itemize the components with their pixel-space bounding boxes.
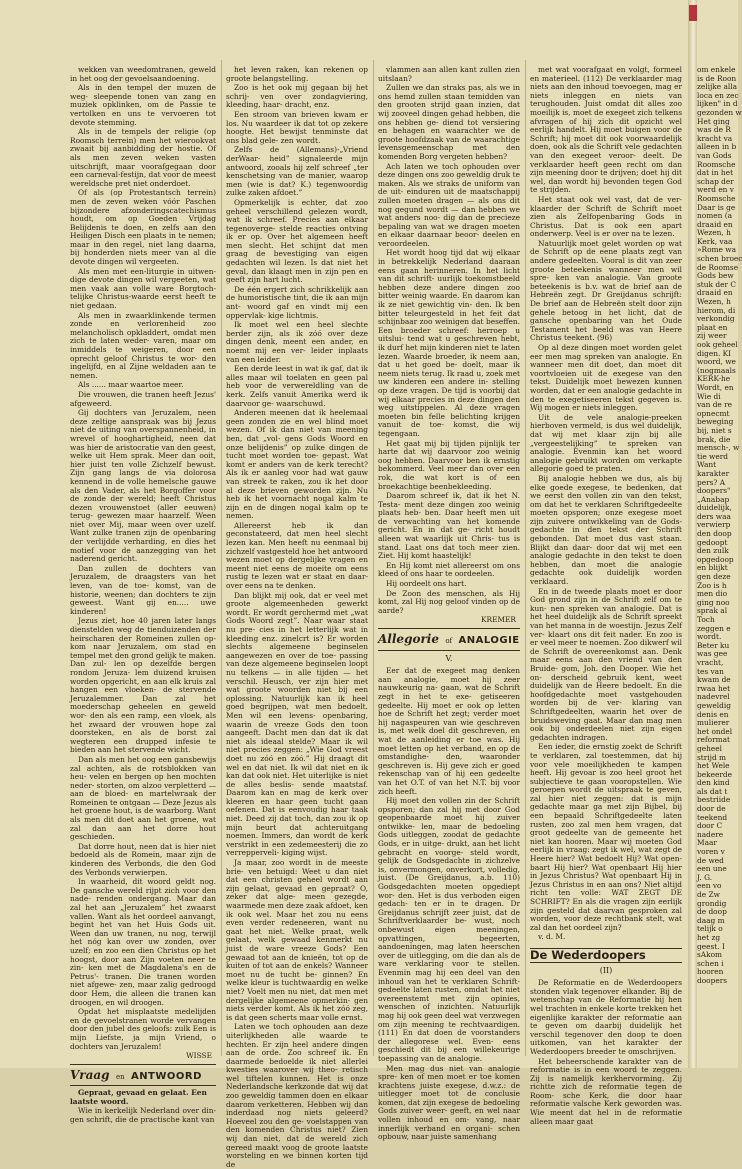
cropped-line: door C [697, 821, 723, 831]
cropped-line: grondig [697, 898, 727, 908]
heading-vraag: Vraag [70, 1067, 110, 1082]
cropped-line: kracht va [697, 133, 733, 143]
cropped-line: een une [697, 864, 727, 874]
cropped-line: draaid en [697, 219, 733, 229]
cropped-line: reformat [697, 735, 731, 745]
cropped-line: is de Roon [697, 73, 737, 83]
rule [70, 1064, 216, 1065]
cropped-line: Maar [697, 838, 717, 848]
cropped-line: mensch-, w [697, 443, 740, 453]
paragraph: Als men met een-liturgie in uitwen- dige devote dingen wil vergeeten, wat men vaak aan volle ware Borgtoch- telijke Christus-waarde eerst heeft te niet gedaan. [70, 266, 216, 311]
cropped-line: het ondel [697, 726, 733, 736]
paragraph: Allereerst heb ik dan geconstateerd, dat men heel slecht lezen kan. Men heeft nu eenmaal bij zichzelf vastgesteld hoe het antwoord wezen moet op dergelijke vragen en meent niet eens de moeite om eens rustig te lezen wat er staat en daar- over eens na te denken. [226, 520, 368, 591]
paragraph: Het gaat mij bij tijden pijnlijk ter harte dat wij daarvoor zoo weinig oog hebben. Daarvoor ben ik ernstig bekommerd. Veel meer dan over een rok, die wat kort is of een broekachtige beenbekleeding. [378, 438, 520, 491]
heading-wederdoopers: De Wederdoopers [530, 948, 682, 963]
paragraph: Die vrouwen, die tranen heeft Jezus' afgeweerd. [70, 389, 216, 408]
cropped-line: ook geheel [697, 340, 738, 349]
column-divider [525, 60, 526, 1056]
paragraph: het leven raken, kan rekenen op groote belangstelling. [226, 65, 368, 83]
cropped-line: karakter [697, 468, 730, 478]
cropped-line: Wie di [697, 391, 721, 401]
cropped-line: digen. KI [697, 348, 732, 358]
cropped-line: bij, niet s [697, 425, 732, 435]
paragraph: Gij dochters van Jeruzalem, neen deze zeltige aanspraak was bij Jezus niet de uiting van overspannenheid, in wrevel of hooghartigheid, neen dat was hier de aristocratie van den geest, welke uit Hem sprak. Meer dan ooit, hier juist ten volle Zichzelf bewust. Zijn gang langs de via dolorosa kennend in de volle hemelsche gauwe als den Vader, als het Borgoffer voor de zonde der wereld; heeft Christus dezen vrouwenstoet (aller eeuwen) terug- gewezen maar haarzelf. Ween niet over Mij, maar ween over uzelf. Want zulke tranen zijn de openbaring der verlijdde verharding, en dies het motief voor de aanzegging van het naderend gericht. [70, 408, 216, 564]
paragraph: wekken van weedomtranen, geweld in het oog der gevoelsaandoening. [70, 65, 216, 83]
column-4-body [530, 66, 682, 942]
cropped-line: loca en zec [697, 90, 739, 100]
paragraph: Laten we toch ophouden aan deze uiterlijkheden alle waarde te hechten. Er zijn heel andere dingen aan de orde. Zoo schreef ik. En daarmede bedoelde ik niet allerlei kwesties waarover wij theo- retisch wel tiftelen kunnen. Het is onze Nederlandsche kerkzonde dat wij dat zoo geweldig tammen doen en elkaar daarom verketteren. Hebben wij dan inderdaad nog niets geleerd? Hoeveel zou den ge- voelstappen van den komenden Christus niet? Zien wij dan niet, dat de wereld zich gereed maakt voog de groote laatste worsteling en we binnen korten tijd de [226, 1022, 368, 1169]
paragraph: met wat voorafgaat en volgt, formeel en materieel. (112) De verklaarder mag niets aan den inhoud toevoegen, mag er niets inleggen en niets van terughouden. Juist omdat dit alles zoo moeilijk is, moet de exegeet zich telkens afvragen of hij zich dit opzicht wel eerlijk handelt. Hij moet buigen voor de Schrift; hij moet dit ook voorwaardelijk doen, ook als die Schrift vele gedachten van den exegeet veroor- deelt. De verklaarder heeft geen recht om dan zijn meening door te drijven; doet hij dit wel, dan wordt hij bevonden tegen God te strijden. [530, 65, 682, 195]
cropped-line: wordt. [697, 632, 722, 642]
paragraph: Het wordt hoog tijd dat wij elkaar in betrekkelijk Nederland daaraan eens gaan herinneren. In het licht van dit schrift- uurlijk toekomstbeeld hebben deze andere dingen zoo bitter weinig waarde. En daarom kan ik ze niet gewichtig vin- den. Ik ben bitter teleurgesteld in het feit dat schijnbaar zoo weinigen dat beseffen. Een broeder schreef: herroep u uitslui- tend wat u geschreven hebt, ik durf het mijn kinderen niet te laten lezen. Waarde broeder, ik neem aan, dat u het goed be- doelt, maar ik neem niets terug. Ik raad u, zoek met uw kinderen een andere in- stelling op deze vragen. De tijd is voorbij dat wij elkaar precies in deze dingen den weg uitstippelen. Al deze vragen moeten bin felle belichting krijgen vanuit de toe- komst, die wij tegengaan. [378, 248, 520, 438]
cropped-line: (nogmaals [697, 365, 736, 375]
cropped-line: brak, die [697, 434, 731, 444]
column-1-body [70, 66, 216, 1051]
cropped-line: duidelijk, [697, 503, 732, 513]
paragraph: Een derde leest in wat ik gaf, dat ik alles maar wil toelaten en geen pal heb voor de verwereldling van de kerk. Zelfs vanuit Amerika werd ik daarvoor ge- waarschuwd. [226, 364, 368, 408]
paragraph: Ik moet wel een heel slechte berder zijn, als ik zóó over deze dingen denk, meent een ander, en noemt mij een ver- leider inplaats van een leider. [226, 320, 368, 364]
cropped-line: telijk o [697, 924, 723, 934]
paragraph: En in de tweede plaats moet er door God grond zijn in de Schrift zelf om te kun- nen spreken van analogie. Dat is het heel duidelijk als de Schrift spreekt van het manna in de woestijn. Jezus Zelf ver- klaart ons dit feit nader. En zoo is er veel meer te noemen. Zoo dikwerf wil de Schrift de overeenkomst aan. Denk maar eens aan den vriend van den Bruide- gom, Joh. den Dooper. Wie het on- derscheid gebruik kent, weet duidelijk van de Heere bedoelt. En die hoofdgedachte moet vastgehouden worden bij de ver- klaring van Schriftgedeelten, waarin het over de bruidsweving gaat. Maar dan mag men ook bij onderdeelen niet zijn eigen gedachten indragen. [530, 586, 682, 742]
paragraph: Een stroom van brieven kwam er los. Nu waardeer ik dat tot op zekere hoogte. Het bewijst tenminste dat ons blad gele- zen wordt. [226, 109, 368, 145]
paragraph: Daarom schreef ik, dat ik het N. Testa- ment deze dingen zoo weinig plaats heb- ben. Daar heeft men uit de verwachting van het komende gericht. En in dat ge- richt houdt alleen wat waarlijk uit Chris- tus is stand. Laat ons dat toch meer zien. Ziet. Hij komt haastelijk! [378, 491, 520, 561]
cropped-line: gezonden w [697, 107, 742, 117]
vraag-antwoord-heading [70, 1067, 216, 1082]
cropped-line: als dat t [697, 786, 728, 796]
cropped-line: lijken" in d [697, 99, 738, 109]
cropped-line: pers? A [697, 477, 726, 487]
column-4-body-2 [530, 979, 682, 1126]
cropped-line: door de [697, 804, 726, 814]
cropped-line: gedoopt [697, 537, 728, 547]
qa-text: Wie in kerkelijk Nederland over din- gen schrift, die de practische kant van [70, 1106, 216, 1125]
paragraph: Dan blijkt mij ook, dat er veel met groote algemeenheden gewerkt wordt. Er wordt gerchermd met „wat Gods Woord zegt”. Naar waar staat nu pre- cies in het letterlijk wat in kleeding enz. zinelcrt is? Er worden slechts algemeene beginselen aangewezen en over de toe- passing van deze algemeene beginselen loopt nu telkens — in alle tijden — het verschil. Heusch, ver zijn hier met wat groote woorden niet bij een oplossing. Natuurlijk kan ik heel goed begrijpen, wat men bedoelt. Men wil een levens- openbaring, waarin de vreeze Gods den toon aangeeft. Dacht men dan dat ik dat niet als ideaal stelde? Maar ik wil niet precies zeggen: „Wie God vreest doet nu zóó en zóó.” Hij draagt dit wel en dat niet. Ik wil dat niet en ik kan dat ook niet. Het uiterlijke is niet de alles beslis- sende maatstaf. Daarom kan en mag de kerk over kleeren en haar geen tucht gaan oefenen. Dat is eenvoudig haar taak niet. Deed zij dat toch, dan zou ik op mijn beurt dat achteruitgang noemen. Immers, dan wordt de kerk verstrikt in een zedemeesterij die zo verrepperveli- kiging wijst. [226, 590, 368, 858]
cropped-line: nadere [697, 829, 724, 839]
cropped-line: tie werd [697, 451, 729, 461]
cropped-line: was gee [697, 649, 728, 659]
cropped-line: „Anabap [697, 494, 730, 504]
cropped-line: was de R [697, 125, 731, 135]
cropped-line: KERK-he [697, 374, 731, 384]
paragraph: Eer dat de exegeet mag denken aan analogie, moet hij zeer nauwkeurig na- gaan, wat de Schrift zegt in het te exe- getiseeren gedeelte. Hij moet er ook op letten hoe de Schrift het zegt; verder moet hij nagaspeuren van wie geschreven is, met welk doel dit geschreven, en wat de aanleiding er toe was. Hij moet letten op het verband, en op de omstandighe- den, waaronder geschreven is. Hij geve zich er goed rekenschap van of hij een gedeelte van het O.T. of van het N.T. bij voor zich heeft. [378, 666, 520, 796]
cropped-line: verkondig [697, 314, 735, 324]
paragraph: Het beheerschende karakter van de reformatie is in een woord te zeggen. Zij is namelijk kerkhervorming. Zij richtte zich de reformatie tegen de Room- sche Kerk, die door haar reformatie valsche Kerk geworden was. Wie meent dat hel in de reformatie alleen maar gaat [530, 1056, 682, 1126]
paragraph: Jezus ziet, hoe 40 jaren later langs dienstelden weg de tienduizenden der heirscharen der Romeinen zullen op- kom naar Jeruzalem, om stad en tempel met den grond gelijk te maken. Dan zul- len op dezelfde bergen rondom Jeruza- lem duizend kruisen worden opgericht, en aan elk kruis zal hangen een vloeken- de stervende Jeruzalemmer. Dan zal het moederschap geheelen en geweld wor- den als een ramp, een vloek, als het zwaard der vrouwen hope zal doorsteken, en als de borst zal wegteren een drupped infesie te bieden aan het stervende wicht. [70, 616, 216, 755]
column-divider [373, 60, 374, 1056]
cropped-line: den doop [697, 529, 732, 539]
cropped-line: plaat en [697, 322, 728, 332]
paragraph: Het staat ook wel vast, dat de ver- klaarder der Schrift de Schrift moet zien als Zelfopenbaring Gods in Christus. Dat is ook een apart onderwerp. Veel is er over na te lezen. [530, 194, 682, 239]
cropped-line: alleen in b [697, 142, 737, 152]
signature-wisse: WISSE [186, 1051, 212, 1061]
paragraph: Uit de vele analogie-preeken hierboven vermeld, is dus wel duidelijk, dat wij met klaar zijn bij alle „vergeestelijking” te spreken van analogie. Evenmin kan het woord analogie gebruikt worden om verkapte allegorie goed te praten. [530, 412, 682, 474]
cropped-line: teekend [697, 812, 728, 822]
paragraph: Als ...... maar waartoe meer. [78, 380, 184, 390]
cropped-line: sprak al [697, 606, 728, 616]
paragraph: Bij analogie hebben we dus, als bij elke goede exegese, te bedenken, dat we eerst den vollen zin van den tekst, om dat het te verklaren Schriftgedeelte moeten opsporen; onze exegese moet zijn zuivere ontwikkeling van de Gods- gedachte in den tekst der Schrift gebonden. Dat moet dus vast staan. Blijkt dan daar- door dat wij met een analogie gedachte in den tekst te doen hebben, dan moet die analogie gedachte ook duidelijk worden verklaard. [530, 473, 682, 587]
paragraph: Dan zullen de dochters van Jeruzalem, de draagsters van het leven, van de toe- komst, van de historie, weenen; dan dochters te zijn geweest. Want gij en..... uwe kinderen! [70, 563, 216, 616]
cropped-line: men dio [697, 589, 728, 599]
cropped-line: Roomsche [697, 159, 736, 169]
cropped-line: nomen (a [697, 211, 732, 221]
cropped-line: en blijkt [697, 563, 728, 573]
cropped-line: schen broec [697, 254, 742, 264]
heading-allegorie: Allegorie [378, 632, 439, 646]
paragraph: In waarheid, dit woord geldt nog. De gansche wereld rijpt zich voor den nade- renden ondergang. Maar dan zal het aan „Jeruzalem” het zwaarst vallen. Want als het oordeel aanvangt, begint het van het Huis Gods uit. Ween dan uw tranen, nu nog, terwijl het nóg kan over uw zonden, over uzelf; en zoo een dien Christus op het hoogst, door aan Zijn voeten neer te zin- ken met de Magdalena's en de Petrus'- tranen. Die tranen worden niet afgewe- zen, maar zalig gedroogd door Hem, die alleen die tranen kan droogen, en wil droogen. [70, 877, 216, 1007]
paragraph: Zelfs de (Allemans)-„Vriend derWaar- heid” signaleerde mijn antwoord, zooals hij zelf schreef „ter kenschetsing van de manier, waarop men (wie is dat? K.) tegenwoordig zulke zaken afdoet.” [226, 145, 368, 198]
cropped-line: het Wele [697, 761, 730, 771]
cropped-line: ging noo [697, 597, 730, 607]
cropped-line: denis en [697, 709, 729, 719]
cropped-line: Beter ku [697, 640, 730, 650]
cropped-line: de doop [697, 907, 727, 917]
paragraph: Anderen meenen dat ik heelemaal geen zonden zie en wel blind moet wezen. Of ik dan niet van meening ben, dat „vol- gens Gods Woord en onze belijdenis” op zulke dingen de tucht moet worden toe- gepast. Wat komt er anders van de kerk terecht? Als ik er aanleg voor had wat gauw van streek te raken, zou ik het door al deze brieven geworden zijn. Nu heb ik het voornacht nogal kalm te zijn en de dingen nogal kalm op te nemen. [226, 408, 368, 521]
cropped-line: Wordt, en [697, 382, 734, 392]
cropped-line: Roomsche [697, 193, 736, 203]
paragraph: vlammen aan allen kant zullen zien uitslaan? [378, 65, 520, 83]
paragraph: En Hij komt niet allereerst om ons kleed of ons haar te oordeelen. [378, 560, 520, 579]
column-1 [70, 65, 216, 1125]
cropped-line: Daar is ge [697, 202, 736, 212]
paragraph: Hij oordeelt ons hart. [386, 579, 467, 589]
cropped-line: draaid en [697, 288, 733, 298]
cropped-line: den zulk [697, 546, 729, 556]
cropped-line: kwam de [697, 675, 731, 685]
cropped-line: van de re [697, 400, 733, 410]
cropped-line: de Zw [697, 890, 720, 899]
column-2-body [226, 66, 368, 1169]
paragraph: De Reformatie en de Wederdoopers stonden vlak tegenover elkander. Bij de wetenschap van de Reformatie bij hen wel trachten in enkele korte trekken het eigenlijke karakter der reformatie aan te geven om daarbij duidelijk het verschil tegenover den doop te doen uitkomen, van het karakter der Wederdoopers breeder te omschrijven. [530, 978, 682, 1056]
cropped-line: strijd m [697, 752, 727, 762]
column-5-body [697, 65, 742, 986]
paragraph: Als men in zwaarklinkende termen zonde en verlorenheid zoo melancholisch opkladdert, omdat men zich te laten weder- varen, maar om inmiddels te weigeren, door een oprecht geloof Christus te wor- den ingelijfd, en al Zijne weldaden aan te nemen. [70, 310, 216, 380]
cropped-line: Wezen, h [697, 297, 731, 307]
cropped-line: zelijke alla [697, 82, 738, 92]
cropped-line: hooren [697, 967, 724, 977]
cropped-line: nadevrel [697, 692, 730, 702]
cropped-line: gen deze [697, 572, 731, 582]
cropped-line: dat in het [697, 168, 734, 178]
cropped-line: J. G. [697, 872, 713, 882]
column-4 [530, 65, 682, 1126]
heading-en: en [115, 1072, 125, 1081]
paragraph: Zoo is het ook mij gegaan bij het schrij- ven over zondagviering, kleeding, haar- dracht, enz. [226, 83, 368, 110]
cropped-line: schap der [697, 176, 734, 186]
cropped-line: stuk der C [697, 279, 736, 289]
cropped-line: de wed [697, 855, 724, 865]
paragraph: Op al deze dingen moet worden gelet eer men mag spreken van analogie. En wanneer men dit doet, dan moet dit voortvloeien uit de exegese van den tekst. Duidelijk moet bewezen kunnen worden, dat er een analogie gedachte in den te exegetiseeren tekst gegeven is. Wij mogen er niets inleggen. [530, 343, 682, 413]
rule [70, 1085, 216, 1086]
cropped-line: om enkele [697, 65, 736, 74]
red-marker [689, 5, 697, 21]
cropped-line: werd en v [697, 185, 734, 195]
section-number: V. [445, 653, 453, 663]
cropped-line: Wezen, h [697, 228, 731, 238]
heading-analogie: ANALOGIE [458, 635, 520, 646]
cropped-line: opgedoop [697, 554, 734, 564]
paragraph: v. d. M. [538, 932, 566, 942]
heading-of: of [445, 637, 453, 645]
heading-antwoord: ANTWOORD [130, 1070, 202, 1082]
cropped-line: zeggen e [697, 623, 731, 633]
paragraph: Opdat het misplaatste medelijden en de gevoelstranen worde vervangen door den jubel des geloofs: zulk Een is mijn Liefste, ja mijn Vriend, o dochters van Jeruzalem! [70, 1007, 216, 1051]
paragraph: Opmerkelijk is echter, dat zoo geheel verschillend gelezen wordt, wat ik schreef. Precies aan elkaar tegenoverge- stelde reacties ontving ik er op. Over het algemeen heeft men slecht. Het schijnt dat men graag de bevestiging van eigen gedachten wil lezen. Is dat niet het geval, dan klaagt men in zijn pen en geeft zijn hart lucht. [226, 197, 368, 285]
paragraph: Natuurlijk moet gelet worden op wat de Schrift op de eene plaats zegt van andere gedeelten. Vooral is dit van zeer groote beteekenis wanneer men wil spre- ken van analogie. Van groote beteekenis is b.v. wat de brief aan de Hebreën zegt. Dr Greijdanus schrijft: De brief aan de Hebreën stelt door zijn gehele betoog in het licht, dat de gansche openbaring van het Oude Testament het beeld was van Heere Christus teekent. (96) [530, 238, 682, 343]
cropped-line: bestriide [697, 795, 731, 805]
cropped-line: Toch [697, 615, 715, 624]
cropped-line: woord, we [697, 357, 736, 367]
paragraph: Als in de tempels der religie (op Roomsch terrein) men het wierookvat zwaait bij aanbidding der hostie. Of als men zeven weken vasten uitschrijft, maar voorafgegaan door een carneval-festijn, dat voor de meest wereldsche pret niet onderdoet. [70, 127, 216, 188]
section-number: (II) [599, 965, 613, 975]
cropped-line: rwaa het [697, 683, 731, 693]
cropped-line: het zg [697, 932, 721, 942]
cropped-line: bekeerde [697, 769, 732, 779]
column-2 [226, 65, 368, 1169]
column-5-cropped [697, 65, 742, 1056]
rule [378, 650, 520, 651]
cropped-line: opnecmt [697, 408, 730, 418]
cropped-line: beweging [697, 417, 734, 427]
cropped-line: Gods bew [697, 271, 734, 281]
paragraph: De Zoon des menschen, als Hij komt, zal Hij nog geloof vinden op de aarde? [378, 588, 520, 615]
column-divider [221, 60, 222, 1056]
paragraph: Als in den tempel der muzen de weg- sleepende tonen van zang en muziek opklinken, om de Passie te vertolken en uns te vervoeren tot devote stemming. [70, 83, 216, 127]
allegorie-analogie-heading [378, 632, 520, 646]
cropped-line: sAkom [697, 950, 723, 960]
cropped-line: mulierer [697, 718, 730, 728]
qa-lead: Gepraat, gevaad en gelaat. Een laatste woord. [70, 1088, 207, 1106]
cropped-line: Zoo is h [697, 580, 727, 590]
cropped-line: doopers" [697, 486, 731, 496]
rule [378, 628, 520, 629]
page-fold [688, 0, 697, 1068]
paragraph: Dan als men het oog een gansbewijs zal achten, als de rotsblokken van heu- velen en bergen op hen mochten neder- storten, om alzoo verpletterd — aan de bloed- en martelwraak der Romeinen te ontgaan — Deze Jezus als het groene hout, is de waarborg. Want als men dit doet aan het groene, wat zal dan aan het dorre hout geschieden. [70, 754, 216, 842]
cropped-line: geest. I [697, 941, 725, 951]
paragraph: Men mag dus niet van analogie spre- ken of men moet er toe komen krachtens juiste exegese, d.w.z.: de uitlegger moet tot de conclusie komen, dat zijn exegese de bedoeling Gods zuiver weer- geeft, en wel naar vollen inhoud en om- vang, naar innerlijk verband en organi- schen opbouw, naar juiste samenhang [378, 1063, 520, 1142]
paragraph: De één ergert zich schrikkelijk aan de humoristische tint, die ik aan mijn ant- woord gaf en vindt mij een oppervlak- kige lichtmis. [226, 284, 368, 320]
cropped-line: voren v [697, 847, 725, 857]
cropped-line: doopers [697, 975, 728, 985]
paragraph: Zullen we dan straks pas, als we in ons hemd zullen staan temidden van den grooten strijd gaan inzien, dat wij zooveel dingen gehad hebben, die ons hebben ge- diend tot versiering en behagen en waarachter we de groote hoofdzaak van de waarachtige levensgemeenschap met den komenden Borg vergeten hebben? [378, 83, 520, 161]
cropped-line: van Gods [697, 150, 732, 160]
cropped-line: verwierp [697, 520, 731, 530]
cropped-line: de Roomse [697, 262, 739, 272]
cropped-line: geheel [697, 743, 722, 753]
cropped-line: tes van [697, 666, 724, 676]
cropped-line: den kind [697, 778, 730, 788]
cropped-line: een vo [697, 881, 722, 891]
cropped-line: hierom, di [697, 305, 736, 315]
paragraph: Dat dorre hout, neen dat is hier niet bedoeld als de Romein, maar zijn de kinderen des Verbonds, die den God des Verbonds verwierpen. [70, 841, 216, 877]
cropped-line: Want [697, 460, 717, 470]
paragraph: Ach laten we toch ophouden over deze dingen ons zoo geweldig druk te maken. Als we straks de uniform van de uit- einduren uit de maatschappij zullen moeten dragen — als ons dit nog gegund wordt — dan hebben we wat anders noo- dig dan de precieze bepaling van wat we dragen moeten en elkaar daarnaar beoor- deelen en veroordeelen. [378, 161, 520, 248]
cropped-line: vracht, [697, 657, 724, 667]
paragraph: Hij moet den vollen zin der Schrift opsporen; dan zal hij met door God geopenbaarde moet hij zuiver ontwikke- len, maar de bedoeling Gods uitleggen, zoodat de gedachte Gods, er in uitge- drukt, aan het licht gebracht en voorge- steld wordt, gelijk de Godsgedachte in zichzelve is, onvermongen, onverkort, volledig, juist. (De Greijdanus, a.b. 110) Godsgedachten moeten opgediept wor- den. Het is dus verboden eigen gedach- ten er in te dragen. Dr Greijdanus schrijft zeer juist, dat de Schriftverklaarder be- wust, noch onbewust eigen meeningen, opvattingen, begeerten, aandoeningen, mag laten heerschen over de uitlegging, om die dan als de ware verklaring voor te stellen. Evenmin mag hij een deel van den inhoud van het te verklaren Schrift- gedeelte laten rusten, omdat het niet overeenstemt met zijn opinies, wenschen of inzichten. Natuurlijk mag hij ook geen deel wat verzwegen om zijn meening te rechtvaardigen. (111) En dat doen de voorstanders der allegorese wel. Even- eens geschiedt dit bij een willekeurige toepassing van de analogie. [378, 796, 520, 1063]
cropped-line: Kerk, vaa [697, 236, 733, 246]
cropped-line: ders waa [697, 511, 731, 521]
paragraph: Ja maar, zoo wordt in de meeste brie- ven betuigd: Weet u dan niet dat een christen geheel wordt aan zijn gelaat, gevaad en gepraat? O, zeker dat alge- meen gezegde, waarmede men deze zaak afdoet, ken ik ook wel. Maar het zou nu eens even verder redeneeren, want nu gaat het niet. Welke praat, welk gelaat, welk gewaad kenmerkt nu juist de ware vreeze Gods? Een gewaad tot aan de knieën, tot op de kuiten of tot aan de enkels? Wanneer moet nu de tucht be- ginnen? En welke kleur is tuchtwaardig en welke niet? Voelt men nu niet, dat men met dergelijke algemeene opmerkin- gen niets verder komt. Als ik het zóó zeg, is dat geen scherts maar volle ernst. [226, 858, 368, 1022]
cropped-line: daag m [697, 915, 725, 925]
signature-kremer: KREMER [480, 615, 516, 625]
cropped-line: schen i [697, 958, 724, 968]
column-3-body [378, 66, 520, 615]
cropped-line: Het ging [697, 116, 730, 126]
paragraph: Een ieder, die ernstig zoekt de Schrift te verklaren, zal toestemmen, dat hij voor vele moeilijkheden te kampen heeft. Hij gevoar is zoo heel groot het subjectieve te gaan vooropstellen. Wie geroepen wordt de uitspraak te geven, zal hier niet zeggen: dat is mijn gedachte maar ga met zijn Bijbel, bij een bepaald Schriftgedeelte laten rusten, zoo zal men hem vragen, dat groot gedeelte van de gemeente het niet kan hooren. Maar wij moeten God eerlijk in vraag: zegt ik wel, wat zegt de Heere hier? Wat bedoelt Hij? Wat open- baart Hij hier? Wat openbaart Hij hier in Jezus Christus? Wat openbaart Hij in Jezus Christus in en aan ons? Niet altijd richt ten volle: WAT ZEGT DE SCHRIFT? En als die vragen zijn eerlijk zijn gesteld dat daarvan gesproken zal worden, voor deze rechtbank stelt, wat zal dan het oordeel zijn? [530, 742, 682, 932]
paragraph: Of als (op Protestantsch terrein) men de zeven weken vóór Paschen bijzondere afzonderingscatechismus houdt, om op Goeden Vrijdag Belijdenis te doen, en zelfs aan den Heiligen Disch een plaats in te nemen; maar in den regel, niet lang daarna, bij honderden niets meer van al die devote dingen wil vergeeten. [70, 188, 216, 267]
column-3-body-2 [378, 667, 520, 1142]
column-3 [378, 65, 520, 1142]
cropped-line: zij weer [697, 331, 727, 341]
cropped-line: geweldig [697, 700, 731, 710]
cropped-line: »Rome wa [697, 245, 736, 255]
